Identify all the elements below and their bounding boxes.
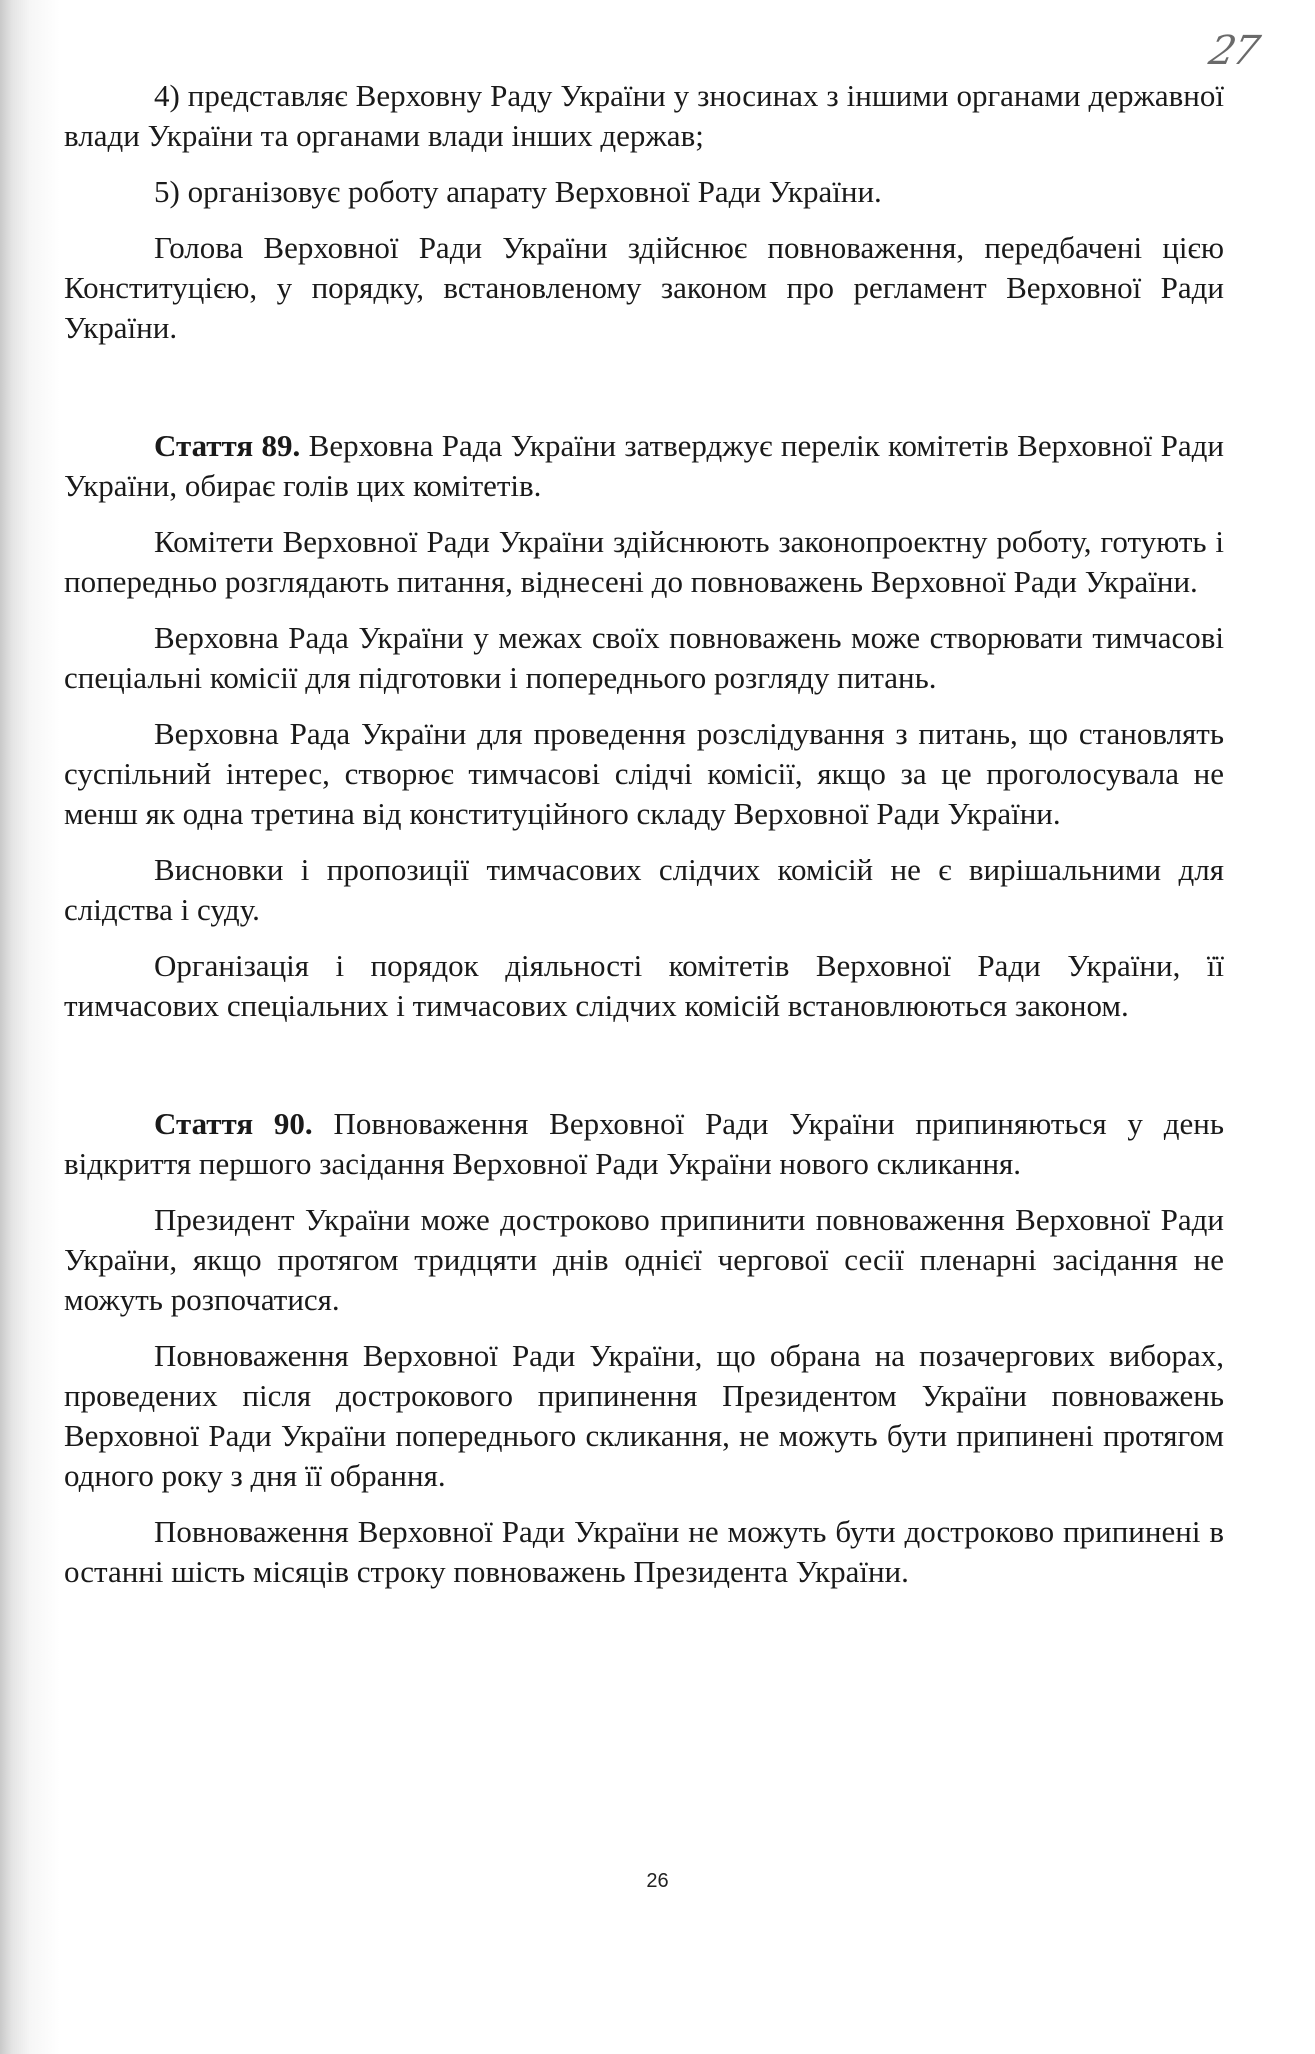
article-89-text: Верховна Рада України затверджує перелік комітетів Верховної Ради України, обирає голів цих комітетів. bbox=[64, 428, 1224, 503]
paragraph: Висновки і пропозиції тимчасових слідчих комісій не є вирішальними для слідства і суду. bbox=[64, 852, 1224, 927]
printed-page-number: 26 bbox=[646, 1870, 669, 1892]
paragraph: Президент України може достроково припинити повноваження Верховної Ради України, якщо протягом тридцяти днів однієї чергової сесії пленарні засідання не можуть розпочатися. bbox=[64, 1202, 1224, 1317]
paragraph: Організація і порядок діяльності комітетів Верховної Ради України, її тимчасових спеціальних і тимчасових слідчих комісій встановлюються законом. bbox=[64, 948, 1224, 1023]
intro-section bbox=[64, 76, 1224, 348]
paragraph: Повноваження Верховної Ради України не можуть бути достроково припинені в останні шість місяців строку повноважень Президента України. bbox=[64, 1514, 1224, 1589]
article-90-title: Стаття 90. bbox=[154, 1106, 313, 1141]
article-90-text: Повноваження Верховної Ради України припиняються у день відкриття першого засідання Верховної Ради України нового скликання. bbox=[64, 1106, 1224, 1181]
handwritten-page-number: 27 bbox=[1205, 28, 1262, 74]
paragraph: Голова Верховної Ради України здійснює повноваження, передбачені цією Конституцією, у порядку, встановленому законом про регламент Верховної Ради України. bbox=[64, 230, 1224, 345]
scan-edge-shadow bbox=[0, 0, 60, 2054]
list-item-4: 4) представляє Верховну Раду України у зносинах з іншими органами державної влади України та органами влади інших держав; bbox=[64, 78, 1224, 153]
paragraph: Комітети Верховної Ради України здійснюють законопроектну роботу, готують і попередньо розглядають питання, віднесені до повноважень Верховної Ради України. bbox=[64, 524, 1224, 599]
article-89-first-paragraph bbox=[64, 426, 1224, 506]
spacer bbox=[64, 364, 1224, 426]
paragraph: Повноваження Верховної Ради України, що обрана на позачергових виборах, проведених після дострокового припинення Президентом України повноважень Верховної Ради України попереднього скликання, не можуть бути припинені протягом одного року з дня її обрання. bbox=[64, 1338, 1224, 1493]
paragraph: Верховна Рада України у межах своїх повноважень може створювати тимчасові спеціальні комісії для підготовки і попереднього розгляду питань. bbox=[64, 620, 1224, 695]
paragraph: Верховна Рада України для проведення розслідування з питань, що становлять суспільний інтерес, створює тимчасові слідчі комісії, якщо за це проголосувала не менш як одна третина від конституційного складу Верховної Ради України. bbox=[64, 716, 1224, 831]
article-90 bbox=[64, 1104, 1224, 1592]
article-90-first-paragraph bbox=[64, 1104, 1224, 1184]
spacer bbox=[64, 1042, 1224, 1104]
list-item-5: 5) організовує роботу апарату Верховної Ради України. bbox=[154, 174, 882, 209]
article-89 bbox=[64, 426, 1224, 1026]
document-page bbox=[64, 76, 1224, 1608]
article-89-title: Стаття 89. bbox=[154, 428, 301, 463]
